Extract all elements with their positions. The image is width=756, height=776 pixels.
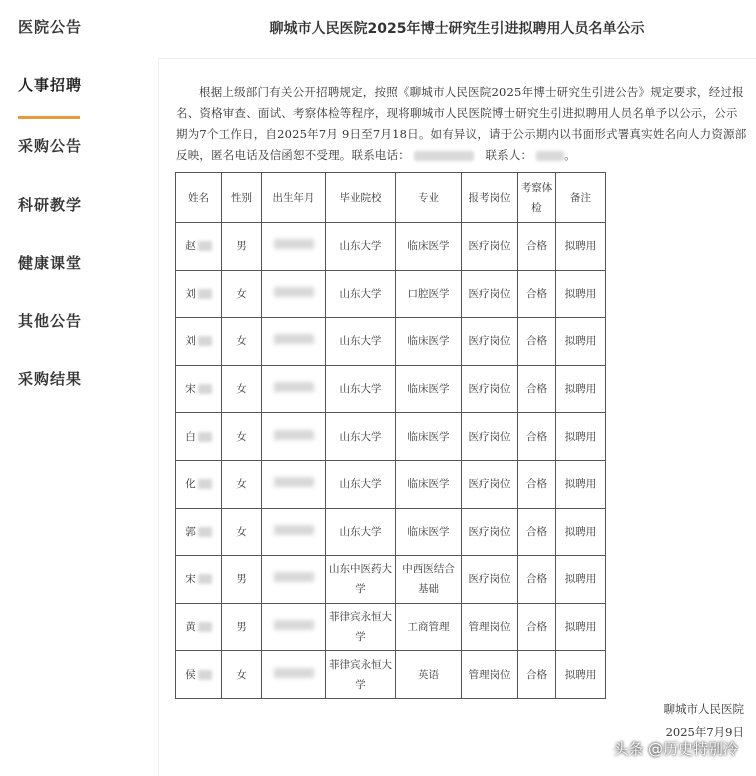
cell-major: 工商管理	[396, 603, 462, 651]
cell-remark: 拟聘用	[556, 460, 606, 508]
redacted-birth	[274, 572, 314, 582]
redacted-name	[198, 622, 212, 632]
header-name: 姓名	[176, 173, 222, 223]
content-border	[158, 60, 159, 776]
redacted-birth	[274, 430, 314, 440]
title-divider	[158, 58, 756, 59]
name-surname: 赵	[185, 240, 196, 253]
cell-check: 合格	[518, 651, 556, 699]
cell-check: 合格	[518, 270, 556, 318]
redacted-birth	[274, 668, 314, 678]
cell-position: 管理岗位	[462, 651, 518, 699]
cell-birth	[262, 413, 326, 461]
cell-remark: 拟聘用	[556, 651, 606, 699]
redacted-birth	[274, 287, 314, 297]
cell-school: 山东大学	[326, 460, 396, 508]
header-position: 报考岗位	[462, 173, 518, 223]
name-surname: 宋	[185, 383, 196, 396]
header-birth: 出生年月	[262, 173, 326, 223]
cell-remark: 拟聘用	[556, 556, 606, 604]
cell-major: 临床医学	[396, 413, 462, 461]
header-major: 专业	[396, 173, 462, 223]
redacted-birth	[274, 382, 314, 392]
name-surname: 侯	[185, 668, 196, 681]
table-body	[176, 223, 606, 699]
cell-check: 合格	[518, 460, 556, 508]
cell-position: 医疗岗位	[462, 460, 518, 508]
redacted-birth	[274, 525, 314, 535]
active-tab-indicator	[18, 116, 80, 119]
cell-major: 临床医学	[396, 460, 462, 508]
cell-name	[176, 223, 222, 271]
cell-name	[176, 318, 222, 366]
cell-sex: 女	[222, 318, 262, 366]
cell-check: 合格	[518, 223, 556, 271]
redacted-birth	[274, 620, 314, 630]
cell-check: 合格	[518, 413, 556, 461]
name-surname: 黄	[185, 621, 196, 634]
cell-name	[176, 413, 222, 461]
cell-major: 临床医学	[396, 318, 462, 366]
cell-check: 合格	[518, 365, 556, 413]
cell-name	[176, 270, 222, 318]
cell-position: 医疗岗位	[462, 270, 518, 318]
redacted-birth	[274, 334, 314, 344]
header-check: 考察体检	[518, 173, 556, 223]
cell-major: 口腔医学	[396, 270, 462, 318]
cell-birth	[262, 508, 326, 556]
cell-school: 山东中医药大学	[326, 556, 396, 604]
redacted-name	[198, 384, 212, 394]
table-row	[176, 223, 606, 271]
cell-remark: 拟聘用	[556, 318, 606, 366]
cell-name	[176, 603, 222, 651]
cell-sex: 男	[222, 223, 262, 271]
cell-check: 合格	[518, 508, 556, 556]
watermark-text: 头条 @历史特别冷	[613, 740, 738, 758]
cell-name	[176, 508, 222, 556]
sidebar-item-recruitment[interactable]: 人事招聘	[18, 76, 83, 94]
cell-name	[176, 556, 222, 604]
cell-school: 山东大学	[326, 270, 396, 318]
cell-school: 菲律宾永恒大学	[326, 651, 396, 699]
table-row	[176, 508, 606, 556]
cell-position: 医疗岗位	[462, 556, 518, 604]
cell-major: 临床医学	[396, 365, 462, 413]
cell-birth	[262, 651, 326, 699]
cell-position: 医疗岗位	[462, 508, 518, 556]
redacted-contact	[536, 151, 564, 161]
cell-name	[176, 365, 222, 413]
redacted-name	[198, 479, 212, 489]
cell-position: 管理岗位	[462, 603, 518, 651]
sidebar-nav	[0, 0, 150, 776]
cell-remark: 拟聘用	[556, 508, 606, 556]
cell-major: 中西医结合基础	[396, 556, 462, 604]
cell-sex: 女	[222, 413, 262, 461]
cell-position: 医疗岗位	[462, 413, 518, 461]
cell-sex: 女	[222, 460, 262, 508]
cell-birth	[262, 556, 326, 604]
table-row	[176, 603, 606, 651]
table-row	[176, 270, 606, 318]
sidebar-item-other-notice[interactable]: 其他公告	[18, 312, 83, 330]
cell-school: 山东大学	[326, 413, 396, 461]
sidebar-item-procurement-notice[interactable]: 采购公告	[18, 137, 83, 155]
cell-school: 山东大学	[326, 318, 396, 366]
cell-major: 英语	[396, 651, 462, 699]
table-row	[176, 556, 606, 604]
cell-school: 山东大学	[326, 365, 396, 413]
redacted-name	[198, 574, 212, 584]
contact-suffix: 。	[564, 148, 576, 162]
header-remark: 备注	[556, 173, 606, 223]
cell-position: 医疗岗位	[462, 223, 518, 271]
notice-paragraph-text: 根据上级部门有关公开招聘规定，按照《聊城市人民医院2025年博士研究生引进公告》规定要求，经过报名、资格审查、面试、考察体检等程序，现将聊城市人民医院博士研究生引进拟聘用人员名单予以公示，公示期为7个工作日，自2025年7月 9日至7月18日。如有异议，请于公示期内以书面形式署真实姓名向人力资源部反映，匿名电话及信函恕不受理。联系电话：	[176, 85, 747, 162]
name-surname: 化	[185, 478, 196, 491]
table-row	[176, 460, 606, 508]
cell-major: 临床医学	[396, 223, 462, 271]
cell-school: 菲律宾永恒大学	[326, 603, 396, 651]
page-title: 聊城市人民医院2025年博士研究生引进拟聘用人员名单公示	[269, 21, 645, 37]
cell-remark: 拟聘用	[556, 603, 606, 651]
table-row	[176, 651, 606, 699]
redacted-name	[198, 527, 212, 537]
cell-sex: 女	[222, 270, 262, 318]
cell-school: 山东大学	[326, 223, 396, 271]
cell-birth	[262, 460, 326, 508]
cell-check: 合格	[518, 603, 556, 651]
cell-remark: 拟聘用	[556, 270, 606, 318]
sidebar-item-research-teaching[interactable]: 科研教学	[18, 196, 83, 214]
cell-major: 临床医学	[396, 508, 462, 556]
cell-sex: 女	[222, 651, 262, 699]
cell-remark: 拟聘用	[556, 365, 606, 413]
name-surname: 刘	[185, 287, 196, 300]
header-sex: 性别	[222, 173, 262, 223]
name-surname: 白	[185, 430, 196, 443]
cell-birth	[262, 365, 326, 413]
sidebar-item-hospital-notice[interactable]: 医院公告	[18, 18, 83, 36]
header-school: 毕业院校	[326, 173, 396, 223]
redacted-name	[198, 670, 212, 680]
cell-sex: 男	[222, 556, 262, 604]
table-row	[176, 365, 606, 413]
cell-check: 合格	[518, 318, 556, 366]
table-header-row	[176, 173, 606, 223]
redacted-birth	[274, 477, 314, 487]
cell-birth	[262, 318, 326, 366]
redacted-name	[198, 289, 212, 299]
notice-content	[158, 0, 756, 776]
cell-sex: 女	[222, 508, 262, 556]
redacted-name	[198, 432, 212, 442]
redacted-name	[198, 336, 212, 346]
candidate-table	[175, 172, 606, 699]
name-surname: 刘	[185, 335, 196, 348]
cell-birth	[262, 223, 326, 271]
redacted-birth	[274, 239, 314, 249]
cell-name	[176, 651, 222, 699]
notice-paragraph	[176, 82, 748, 166]
table-row	[176, 413, 606, 461]
signature-date: 2025年7月9日	[665, 725, 744, 739]
redacted-name	[198, 241, 212, 251]
cell-birth	[262, 270, 326, 318]
cell-position: 医疗岗位	[462, 365, 518, 413]
cell-remark: 拟聘用	[556, 223, 606, 271]
signature-org: 聊城市人民医院	[663, 702, 744, 716]
cell-sex: 男	[222, 603, 262, 651]
cell-remark: 拟聘用	[556, 413, 606, 461]
name-surname: 郭	[185, 525, 196, 538]
redacted-phone	[414, 151, 474, 161]
cell-name	[176, 460, 222, 508]
contact-label: 联系人：	[485, 148, 533, 162]
cell-school: 山东大学	[326, 508, 396, 556]
cell-birth	[262, 603, 326, 651]
table-row	[176, 318, 606, 366]
name-surname: 宋	[185, 573, 196, 586]
cell-sex: 女	[222, 365, 262, 413]
sidebar-item-health-class[interactable]: 健康课堂	[18, 254, 83, 272]
sidebar-item-procurement-result[interactable]: 采购结果	[18, 370, 83, 388]
cell-check: 合格	[518, 556, 556, 604]
cell-position: 医疗岗位	[462, 318, 518, 366]
